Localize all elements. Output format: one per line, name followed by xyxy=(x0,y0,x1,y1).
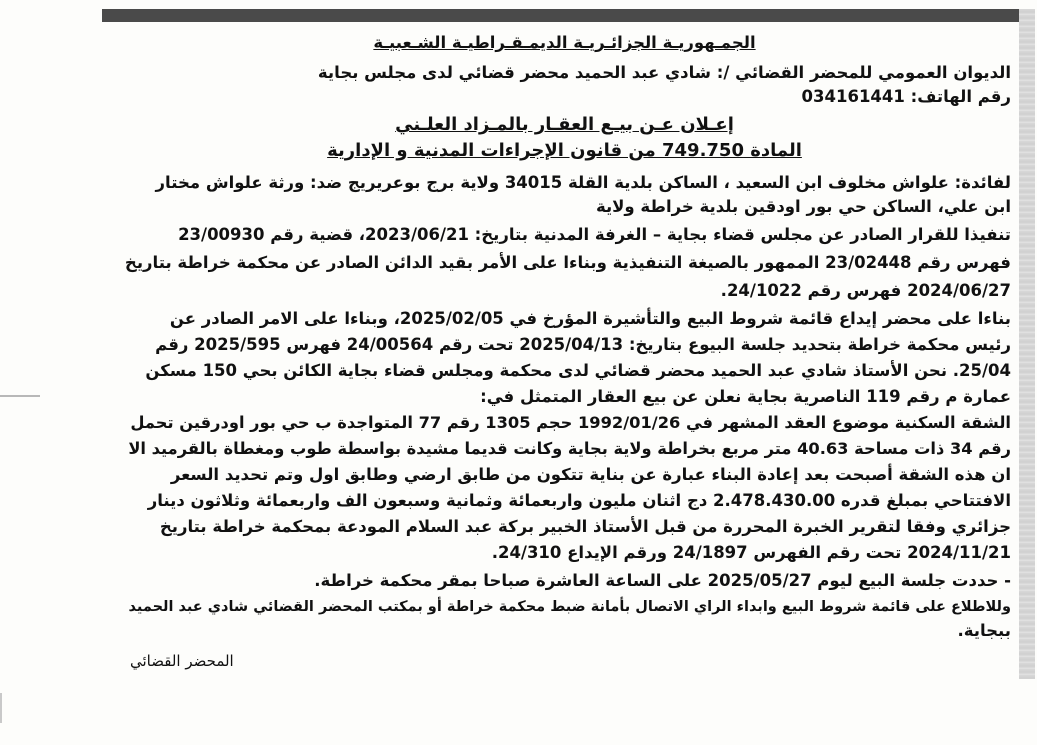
body-line: جزائري وفقا لتقرير الخبرة المحررة من قبل الأستاذ الخبير بركة عبد السلام المودعة بمحكمة خراطة بتاريخ xyxy=(159,517,1011,536)
body-line: 2024/11/21 تحت رقم الفهرس 24/1897 ورقم الإيداع 24/310. xyxy=(491,543,1011,562)
body-line: بناءا على محضر إيداع قائمة شروط البيع والتأشيرة المؤرخ في 2025/02/05، وبناءا على الامر الصادر عن xyxy=(169,309,1011,328)
body-line: وللاطلاع على قائمة شروط البيع وابداء الراي الاتصال بأمانة ضبط محكمة خراطة أو بمكتب المحضر القضائي شادي عبد الحميد xyxy=(128,599,1011,615)
body-line: رئيس محكمة خراطة بتحديد جلسة البيوع بتاريخ: 2025/04/13 تحت رقم 24/00564 فهرس 2025/595 رقم xyxy=(155,335,1011,354)
phone-line: رقم الهاتف: 034161441 xyxy=(801,87,1011,106)
body-line: ببجاية. xyxy=(957,621,1011,640)
body-line: عمارة م رقم 119 الناصرية بجاية نعلن عن بيع العقار المتمثل في: xyxy=(480,387,1011,406)
scan-artifact-mark xyxy=(0,693,10,723)
body-line: رقم 34 ذات مساحة 40.63 متر مربع بخراطة ولاية بجاية وكانت قديما مشيدة بواسطة طوب ومغطاة بالقرميد الا xyxy=(128,439,1011,458)
top-scan-bar xyxy=(102,9,1020,22)
article-reference: المادة 749.750 من قانون الإجراءات المدنية و الإدارية xyxy=(327,140,802,161)
signature-label: المحضر القضائي xyxy=(130,652,234,670)
body-line: تنفيذا للقرار الصادر عن مجلس قضاء بجاية – الغرفة المدنية بتاريخ: 2023/06/21، قضية رقم 23/00930 xyxy=(178,225,1011,244)
republic-heading: الجمـهوريـة الجزائـريـة الديمـقـراطيـة الشـعبيـة xyxy=(373,33,756,52)
body-line: الافتتاحي بمبلغ قدره 2.478.430.00 دج اثنان مليون واربعمائة وثمانية وسبعون الف واربعمائة وثلاثون دينار xyxy=(147,491,1011,510)
body-line: فهرس رقم 23/02448 الممهور بالصيغة التنفيذية وبناءا على الأمر بقيد الدائن الصادر عن محكمة خراطة بتاريخ xyxy=(124,253,1011,272)
body-line: ابن علي، الساكن حي بور اودقين بلدية خراطة ولاية xyxy=(595,197,1011,216)
announcement-title: إعـلان عـن بيـع العقـار بالمـزاد العلـني xyxy=(395,114,734,135)
body-line: الشقة السكنية موضوع العقد المشهر في 1992/01/26 حجم 1305 رقم 77 المتواجدة ب حي بور اودرقين تحمل xyxy=(130,413,1011,432)
body-line: 25/04. نحن الأستاذ شادي عبد الحميد محضر قضائي لدى محكمة ومجلس قضاء بجاية الكائن بحي 150 مسكن xyxy=(145,361,1011,380)
announcement-document xyxy=(118,30,1011,680)
body-line: ان هذه الشقة أصبحت بعد إعادة البناء عبارة عن بناية تتكون من طابق ارضي وطابق اول وتم تحديد السعر xyxy=(170,465,1011,484)
body-line: - حددت جلسة البيع ليوم 2025/05/27 على الساعة العاشرة صباحا بمقر محكمة خراطة. xyxy=(314,571,1011,590)
body-line: 2024/06/27 فهرس رقم 24/1022. xyxy=(720,281,1011,300)
office-line: الديوان العمومي للمحضر القضائي /: شادي عبد الحميد محضر قضائي لدى مجلس بجاية xyxy=(317,63,1011,82)
body-line: لفائدة: علواش مخلوف ابن السعيد ، الساكن بلدية القلة 34015 ولاية برج بوعريريج ضد: ورثة علواش مختار xyxy=(155,173,1011,192)
scan-artifact-mark xyxy=(0,395,40,397)
scan-edge-strip xyxy=(1019,9,1035,679)
